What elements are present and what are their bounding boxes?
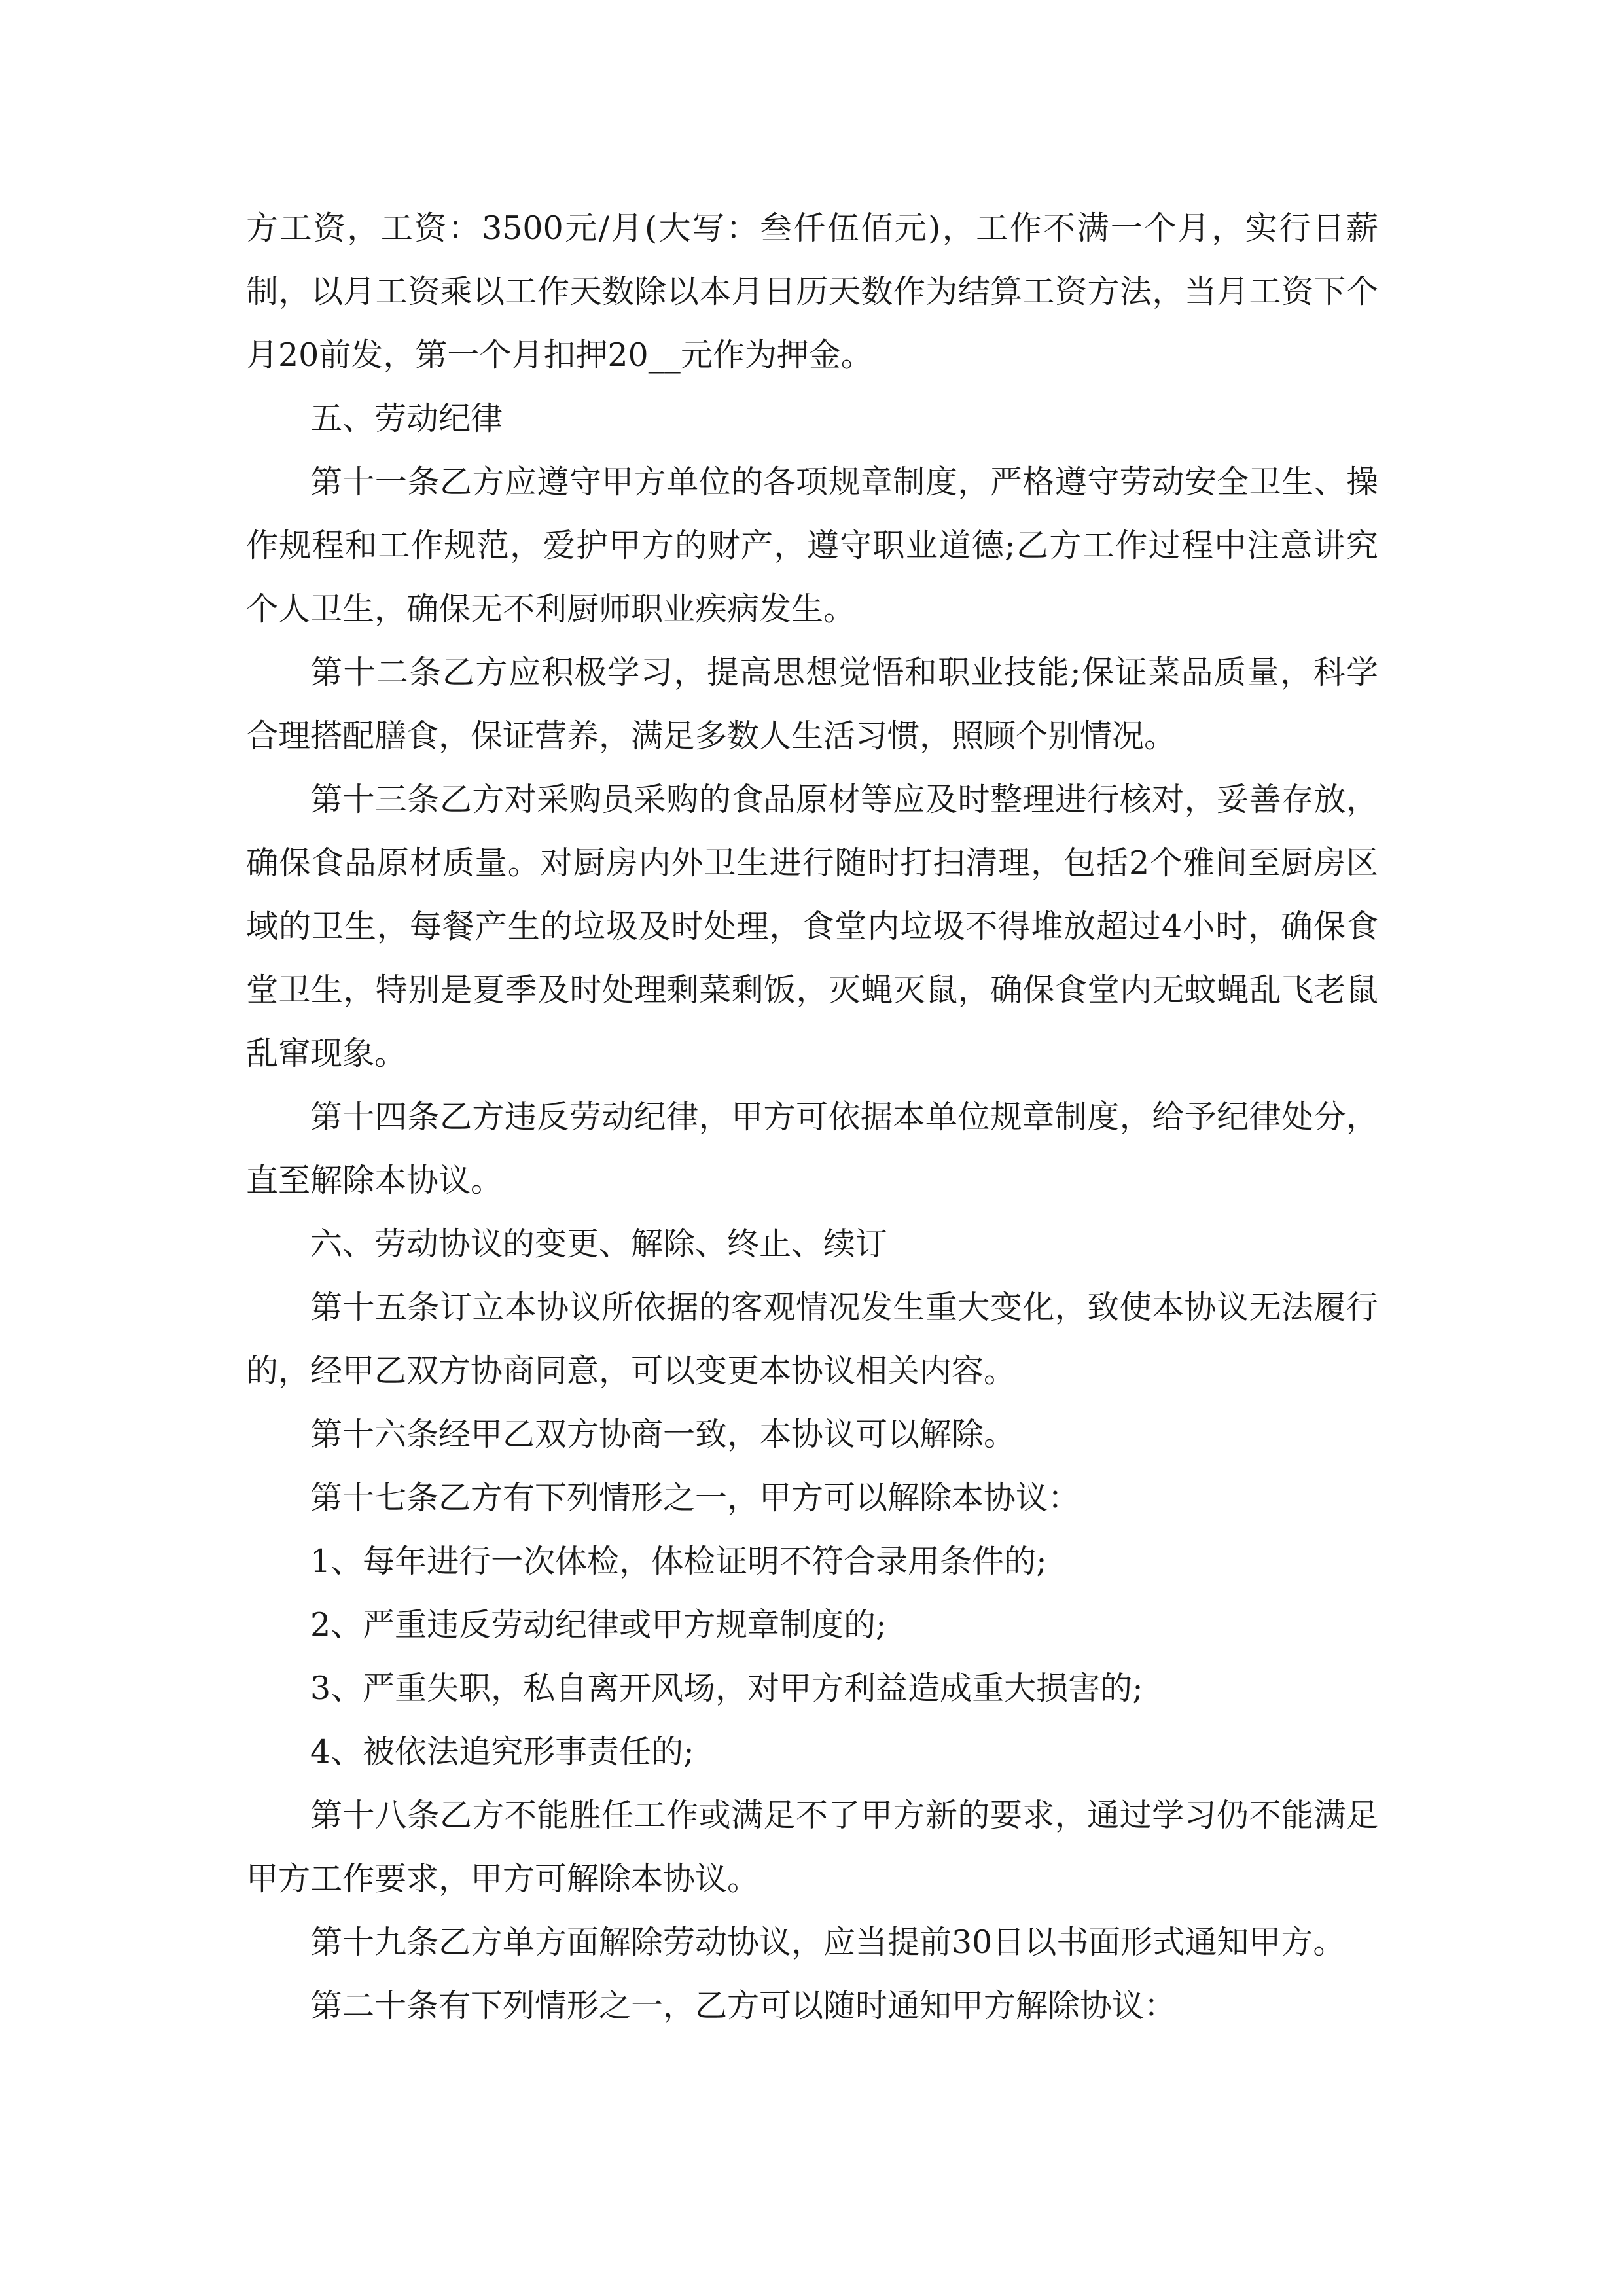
list-item-1: 1、每年进行一次体检，体检证明不符合录用条件的; <box>310 1543 1047 1580</box>
clause-17: 第十七条乙方有下列情形之一，甲方可以解除本协议： <box>310 1479 1080 1516</box>
clause-12: 第十二条乙方应积极学习，提高思想觉悟和职业技能;保证菜品质量，科学合理搭配膳食，保证营养，满足多数人生活习惯，照顾个别情况。 <box>246 654 1378 755</box>
list-item-3: 3、严重失职，私自离开风场，对甲方利益造成重大损害的; <box>310 1670 1143 1707</box>
paragraph-salary: 方工资，工资：3500元/月(大写：叁仟伍佰元)，工作不满一个月，实行日薪制，以月工资乘以工作天数除以本月日历天数作为结算工资方法，当月工资下个月20前发，第一个月扣押20__元作为押金。 <box>246 209 1378 374</box>
clause-15: 第十五条订立本协议所依据的客观情况发生重大变化，致使本协议无法履行的，经甲乙双方协商同意，可以变更本协议相关内容。 <box>246 1289 1378 1390</box>
clause-13: 第十三条乙方对采购员采购的食品原材等应及时整理进行核对，妥善存放，确保食品原材质量。对厨房内外卫生进行随时打扫清理，包括2个雅间至厨房区域的卫生，每餐产生的垃圾及时处理，食堂内垃圾不得堆放超过4小时，确保食堂卫生，特别是夏季及时处理剩菜剩饭，灭蝇灭鼠，确保食堂内无蚊蝇乱飞老鼠乱窜现象。 <box>246 781 1378 1072</box>
clause-14: 第十四条乙方违反劳动纪律，甲方可依据本单位规章制度，给予纪律处分，直至解除本协议。 <box>246 1098 1378 1199</box>
list-item-2: 2、严重违反劳动纪律或甲方规章制度的; <box>310 1606 887 1643</box>
list-item-4: 4、被依法追究形事责任的; <box>310 1733 694 1770</box>
clause-20: 第二十条有下列情形之一，乙方可以随时通知甲方解除协议： <box>310 1987 1177 2024</box>
document-body <box>246 196 1378 2037</box>
clause-16: 第十六条经甲乙双方协商一致，本协议可以解除。 <box>310 1416 1016 1453</box>
heading-labor-discipline: 五、劳动纪律 <box>310 400 503 437</box>
clause-11: 第十一条乙方应遵守甲方单位的各项规章制度，严格遵守劳动安全卫生、操作规程和工作规范，爱护甲方的财产，遵守职业道德;乙方工作过程中注意讲究个人卫生，确保无不利厨师职业疾病发生。 <box>246 463 1378 628</box>
heading-agreement-changes: 六、劳动协议的变更、解除、终止、续订 <box>310 1225 888 1263</box>
clause-19: 第十九条乙方单方面解除劳动协议，应当提前30日以书面形式通知甲方。 <box>310 1924 1346 1961</box>
clause-18: 第十八条乙方不能胜任工作或满足不了甲方新的要求，通过学习仍不能满足甲方工作要求，甲方可解除本协议。 <box>246 1797 1378 1897</box>
